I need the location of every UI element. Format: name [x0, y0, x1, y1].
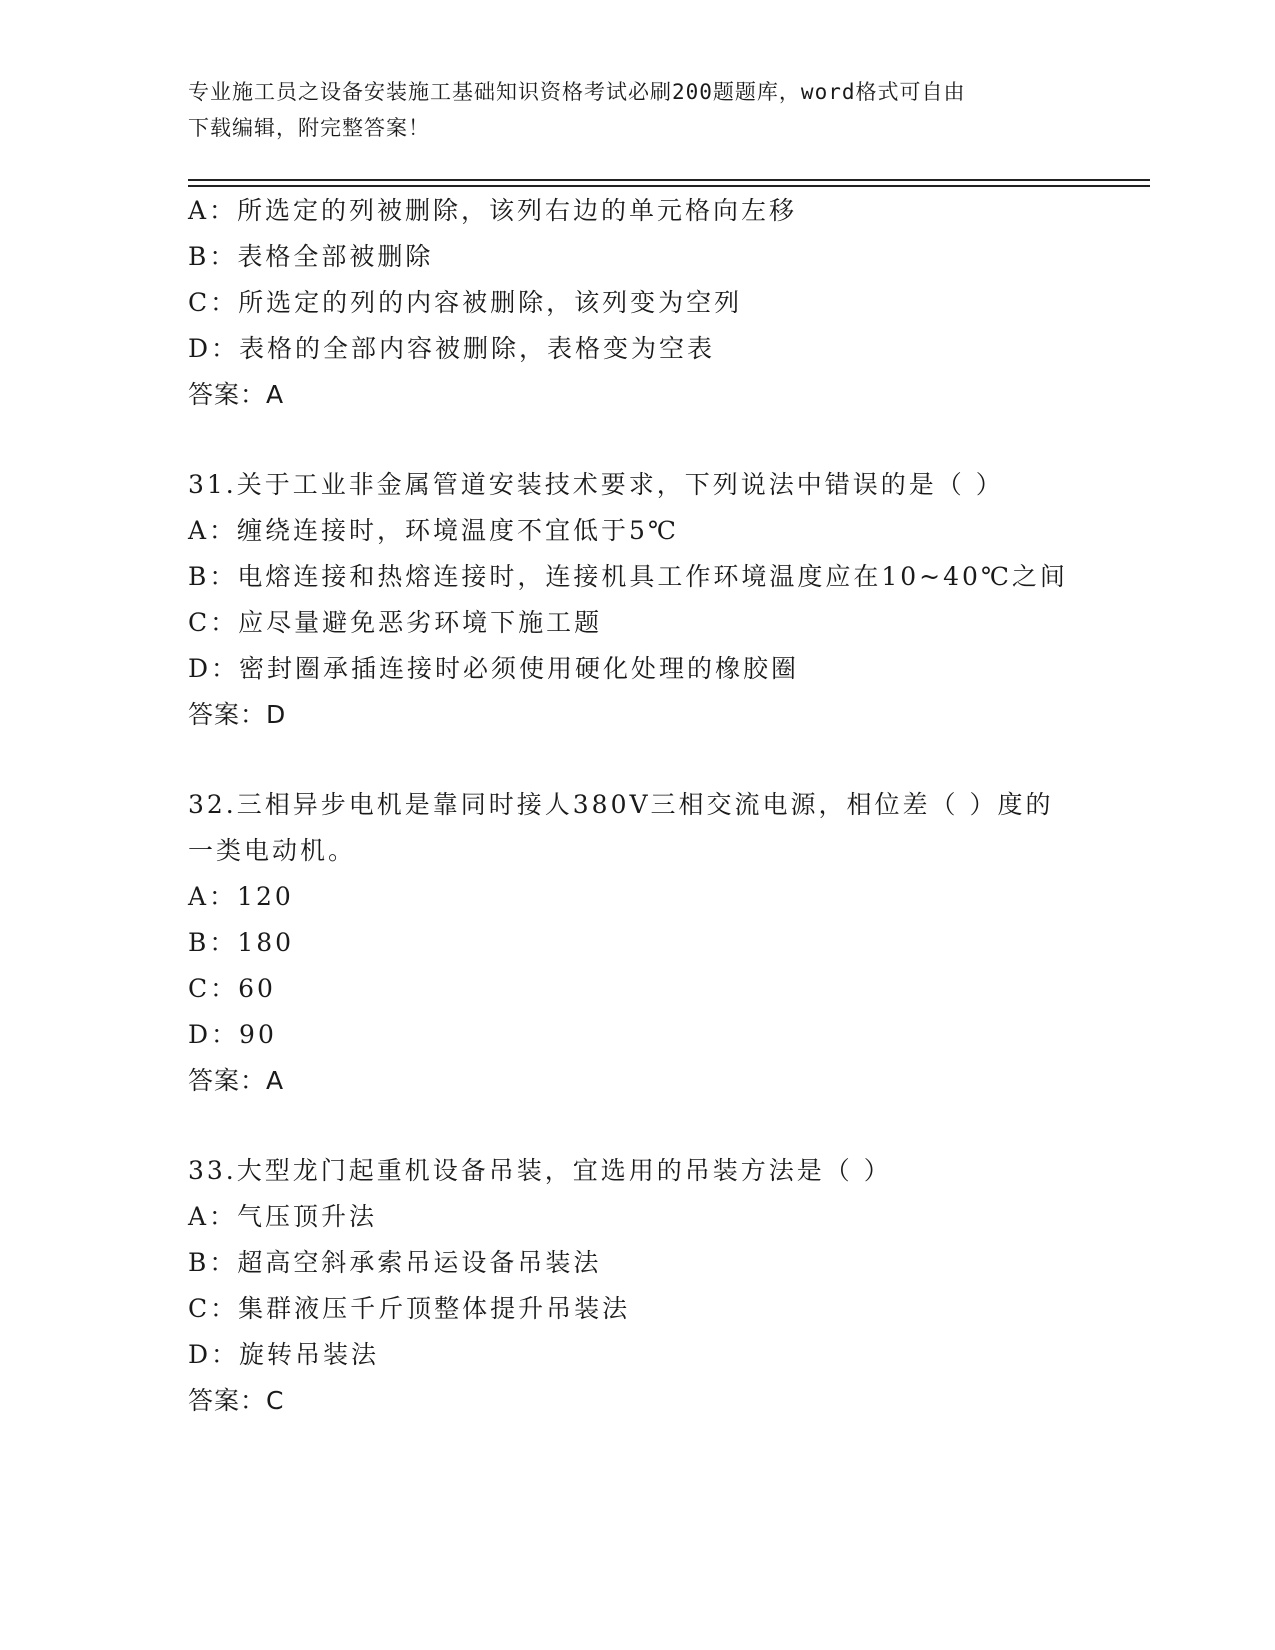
option-b: B：电熔连接和热熔连接时，连接机具工作环境温度应在10~40℃之间	[188, 562, 1068, 591]
question-32	[188, 782, 1148, 1104]
spacer	[188, 418, 1148, 462]
question-stem-line-1: 32.三相异步电机是靠同时接人380V三相交流电源，相位差（ ）度的	[188, 790, 1054, 819]
option-b: B：超高空斜承索吊运设备吊装法	[188, 1248, 602, 1277]
option-c: C：应尽量避免恶劣环境下施工题	[188, 608, 603, 637]
question-stem-line-2: 一类电动机。	[188, 836, 357, 865]
header-line-2: 下载编辑，附完整答案！	[188, 116, 430, 140]
answer: 答案：D	[188, 700, 287, 729]
document-header	[188, 74, 1088, 146]
option-d: D：旋转吊装法	[188, 1340, 380, 1369]
spacer	[188, 1104, 1148, 1148]
option-d: D：表格的全部内容被删除，表格变为空表	[188, 334, 716, 363]
option-b: B：表格全部被删除	[188, 242, 434, 271]
answer: 答案：C	[188, 1386, 285, 1415]
option-c: C：所选定的列的内容被删除，该列变为空列	[188, 288, 743, 317]
question-stem: 33.大型龙门起重机设备吊装，宜选用的吊装方法是（ ）	[188, 1156, 892, 1185]
question-30	[188, 188, 1148, 418]
question-33	[188, 1148, 1148, 1424]
option-a: A：所选定的列被删除，该列右边的单元格向左移	[188, 196, 798, 225]
header-line-1: 专业施工员之设备安装施工基础知识资格考试必刷200题题库，word格式可自由	[188, 80, 966, 104]
answer: 答案：A	[188, 380, 285, 409]
answer: 答案：A	[188, 1066, 285, 1095]
option-c: C：集群液压千斤顶整体提升吊装法	[188, 1294, 631, 1323]
header-divider-top	[188, 179, 1150, 181]
question-stem: 31.关于工业非金属管道安装技术要求，下列说法中错误的是（ ）	[188, 470, 1004, 499]
option-c: C：60	[188, 974, 276, 1003]
header-divider-bottom	[188, 185, 1150, 187]
option-b: B：180	[188, 928, 295, 957]
option-d: D：90	[188, 1020, 277, 1049]
question-list	[188, 188, 1148, 1424]
option-a: A：120	[188, 882, 294, 911]
question-31	[188, 462, 1148, 738]
option-a: A：气压顶升法	[188, 1202, 378, 1231]
option-a: A：缠绕连接时，环境温度不宜低于5℃	[188, 516, 679, 545]
spacer	[188, 738, 1148, 782]
option-d: D：密封圈承插连接时必须使用硬化处理的橡胶圈	[188, 654, 800, 683]
